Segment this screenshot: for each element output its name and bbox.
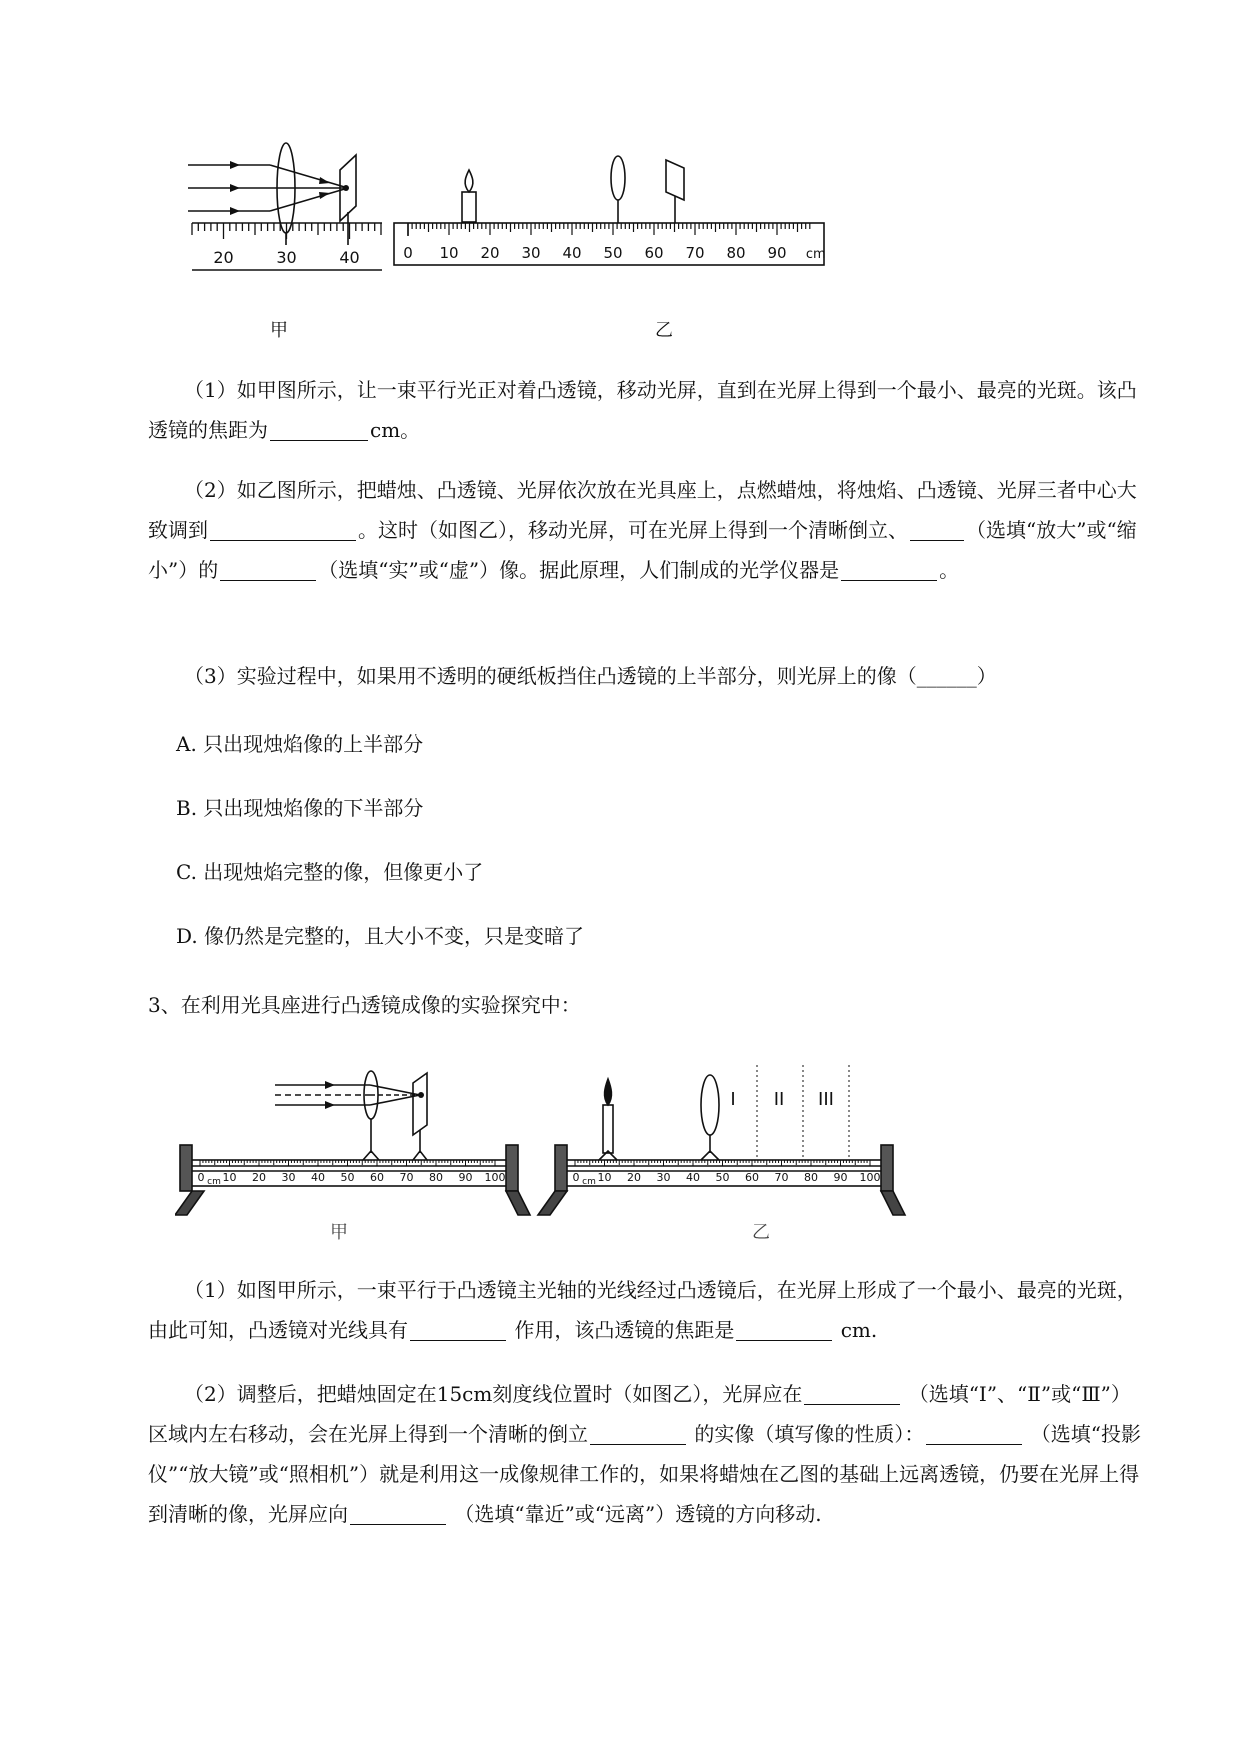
ruler-tick-label: 0: [197, 1171, 205, 1184]
q2-part3: （3）实验过程中，如果用不透明的硬纸板挡住凸透镜的上半部分，则光屏上的像（______）: [184, 664, 997, 688]
option-b[interactable]: B. 只出现烛焰像的下半部分: [176, 796, 424, 820]
ruler-tick-label: 10: [222, 1171, 237, 1184]
option-d[interactable]: D. 像仍然是完整的，且大小不变，只是变暗了: [176, 924, 585, 948]
answer-blank[interactable]: [410, 1318, 506, 1341]
answer-blank[interactable]: [736, 1318, 832, 1341]
region-label: II: [773, 1089, 785, 1110]
ruler-tick-label: 50: [603, 244, 623, 262]
q2-part2: （2）如乙图所示，把蜡烛、凸透镜、光屏依次放在光具座上，点燃蜡烛，将烛焰、凸透镜、光屏三者中心大致调到 。这时（如图乙），移动光屏，可在光屏上得到一个清晰倒立、 （选填“放大”或“缩小”）的 （选填“实”或“虚”）像。据此原理，人们制成的光学仪器是 。: [148, 478, 1137, 582]
ruler-tick-label: 50: [340, 1171, 355, 1184]
answer-blank[interactable]: [804, 1382, 900, 1405]
question-3-title: 3、在利用光具座进行凸透镜成像的实验探究中：: [148, 993, 581, 1017]
candle: [462, 192, 476, 222]
ruler-tick-label: 60: [745, 1171, 759, 1184]
answer-blank[interactable]: [220, 558, 316, 581]
flame-icon: [465, 170, 473, 192]
convex-lens: [701, 1075, 719, 1135]
ruler-tick-label: 20: [213, 248, 234, 267]
ruler-tick-label: 40: [339, 248, 360, 267]
ruler-tick-label: 70: [399, 1171, 414, 1184]
ruler-tick-label: 20: [252, 1171, 266, 1184]
ruler-tick-label: 30: [276, 248, 297, 267]
ruler-tick-label: 40: [686, 1171, 700, 1184]
ruler-tick-label: 10: [597, 1171, 612, 1184]
convex-lens: [611, 156, 625, 200]
answer-blank[interactable]: [910, 518, 964, 541]
figure-caption-yi: 乙: [752, 1222, 770, 1243]
ruler-unit-label: cm: [582, 1177, 596, 1187]
flame-icon: [605, 1079, 612, 1105]
ruler-tick-label: 80: [804, 1171, 818, 1184]
answer-blank[interactable]: [350, 1502, 446, 1525]
figure-caption-yi: 乙: [655, 320, 673, 341]
ruler-tick-label: 0: [403, 244, 413, 262]
region-label: I: [730, 1089, 736, 1110]
ruler-tick-label: 70: [774, 1171, 789, 1184]
ruler-tick-label: 50: [715, 1171, 730, 1184]
ruler-tick-label: 100: [859, 1171, 881, 1184]
option-a[interactable]: A. 只出现烛焰像的上半部分: [176, 732, 424, 756]
ruler-tick-label: 30: [281, 1171, 296, 1184]
light-screen: [666, 160, 684, 200]
ruler-tick-label: 60: [370, 1171, 384, 1184]
ruler-tick-label: 20: [480, 244, 500, 262]
ruler-unit-label: cm: [805, 247, 826, 262]
answer-blank[interactable]: [841, 558, 937, 581]
ruler-tick-label: 80: [429, 1171, 443, 1184]
ruler-tick-label: 20: [627, 1171, 641, 1184]
answer-blank[interactable]: [926, 1422, 1022, 1445]
figure-2-yi: [538, 1065, 905, 1215]
ruler-tick-label: 0: [572, 1171, 580, 1184]
ruler-tick-label: 100: [484, 1171, 506, 1184]
ruler-tick-label: 40: [311, 1171, 325, 1184]
candle: [603, 1105, 613, 1153]
q3-part2: （2）调整后，把蜡烛固定在15cm刻度线位置时（如图乙），光屏应在 （选填“Ⅰ”、“Ⅱ”或“Ⅲ”）区域内左右移动，会在光屏上得到一个清晰的倒立 的实像（填写像的性质）： （选填“投影仪”“放大镜”或“照相机”）就是利用这一成像规律工作的，如果将蜡烛在乙图的基础上远离透镜，仍要在光屏上得到清晰的像，光屏应向 （选填“靠近”或“远离”）透镜的方向移动.: [148, 1382, 1141, 1526]
ruler-tick-label: 30: [521, 244, 541, 262]
figure-2-jia: [175, 1071, 530, 1215]
answer-blank[interactable]: [210, 518, 356, 541]
ruler-tick-label: 40: [562, 244, 582, 262]
ruler-unit-label: cm: [207, 1177, 221, 1187]
option-c[interactable]: C. 出现烛焰完整的像，但像更小了: [176, 860, 484, 884]
figure-caption-jia: 甲: [330, 1222, 348, 1243]
q2-part1: （1）如甲图所示，让一束平行光正对着凸透镜，移动光屏，直到在光屏上得到一个最小、最亮的光斑。该凸透镜的焦距为 cm。: [148, 378, 1137, 442]
ruler-tick-label: 90: [833, 1171, 848, 1184]
ruler-tick-label: 60: [644, 244, 664, 262]
region-label: III: [818, 1089, 834, 1110]
answer-blank[interactable]: [270, 418, 368, 441]
q3-part1: （1）如图甲所示，一束平行于凸透镜主光轴的光线经过凸透镜后，在光屏上形成了一个最小、最亮的光斑，由此可知，凸透镜对光线具有 作用，该凸透镜的焦距是 cm.: [148, 1278, 1137, 1342]
ruler-tick-label: 70: [685, 244, 705, 262]
ruler-tick-label: 90: [458, 1171, 473, 1184]
figure-2: [175, 1065, 1015, 1245]
ruler-tick-label: 10: [439, 244, 459, 262]
figure-1: [170, 140, 930, 340]
ruler-tick-label: 80: [726, 244, 746, 262]
answer-blank[interactable]: [590, 1422, 686, 1445]
light-screen: [413, 1073, 427, 1135]
ruler-tick-label: 90: [767, 244, 787, 262]
ruler-tick-label: 30: [656, 1171, 671, 1184]
figure-caption-jia: 甲: [270, 320, 288, 341]
